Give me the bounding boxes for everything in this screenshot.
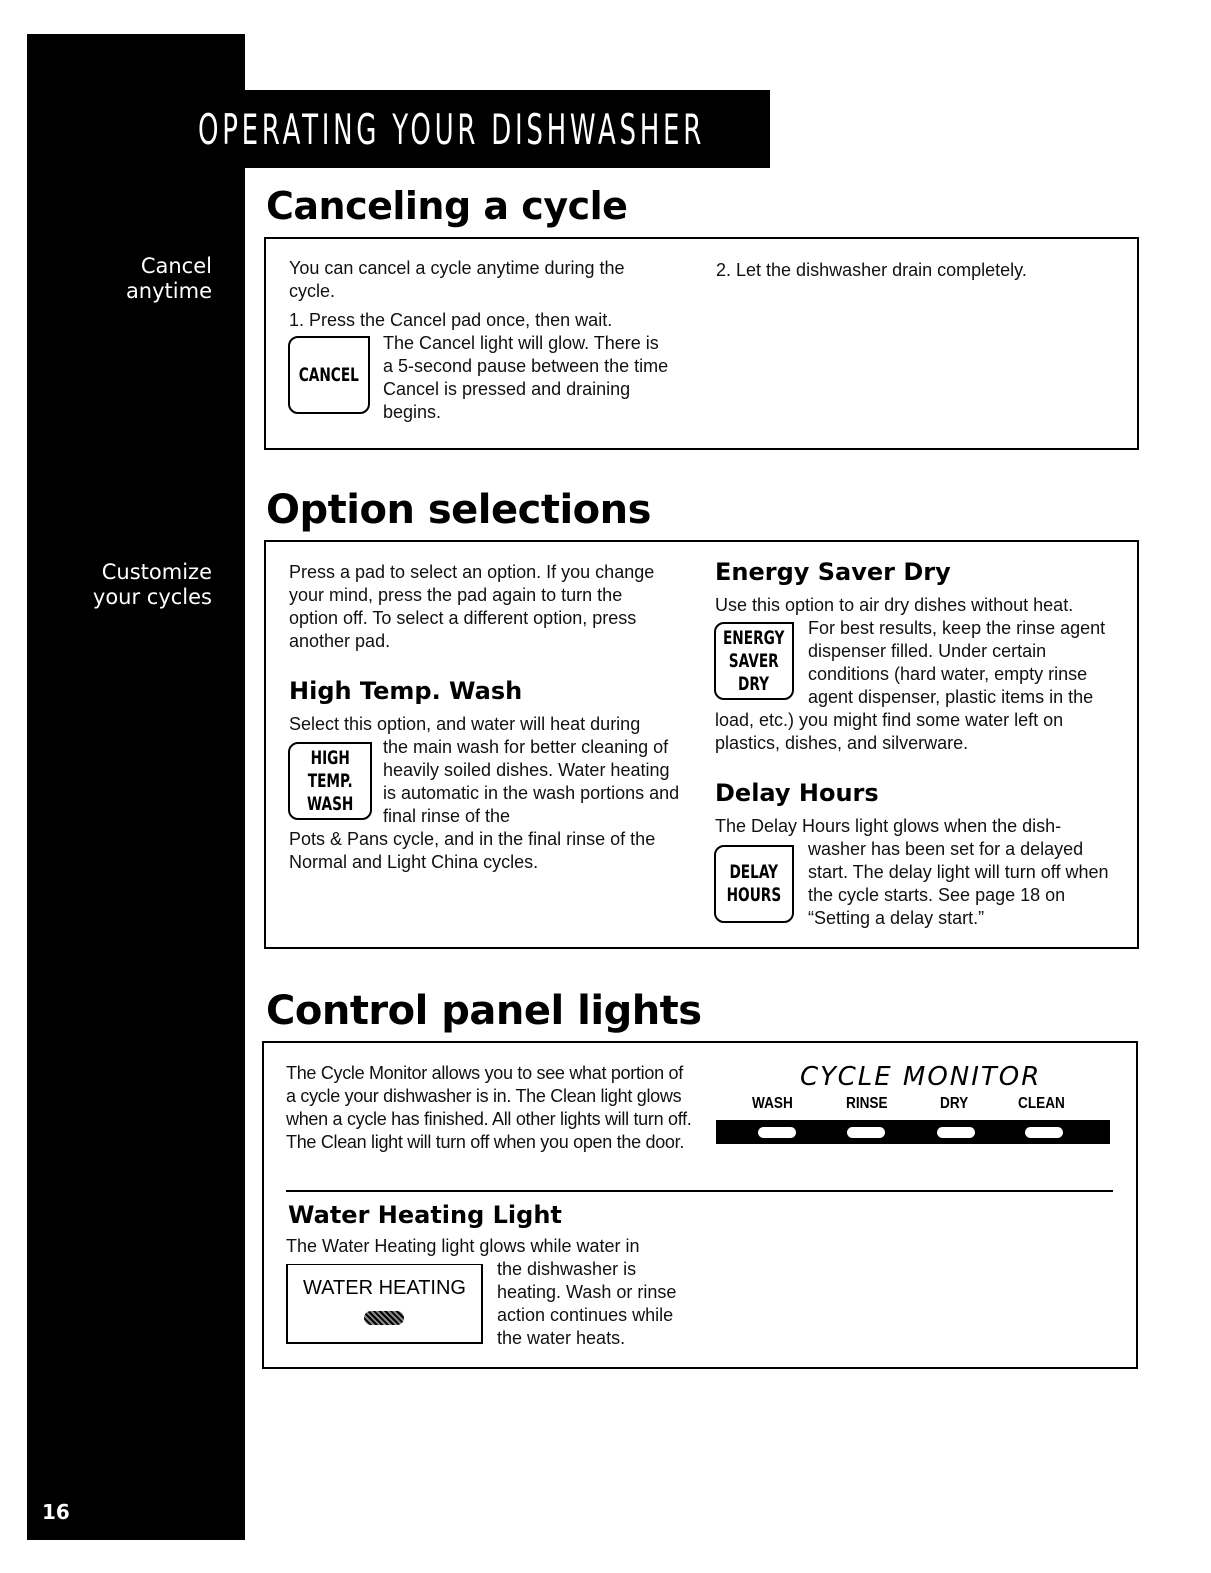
pad-label: WASH xyxy=(306,792,354,815)
energy-saver-wrap: For best results, keep the rinse agent dispenser filled. Under certain conditions (hard water, empty rinse agent dispenser, plastic items in the xyxy=(808,618,1106,707)
delay-hours-pad xyxy=(714,845,794,923)
cancel-intro: You can cancel a cycle anytime during the cycle. xyxy=(289,258,625,301)
energy-saver-tail: load, etc.) you might find some water left on plastics, dishes, and silverware. xyxy=(715,710,1064,753)
water-heating-lead: The Water Heating light glows while water in xyxy=(286,1236,640,1256)
sidebar-label-customize xyxy=(27,560,212,610)
page-number: 16 xyxy=(42,1500,70,1524)
cycle-monitor-label-wash: WASH xyxy=(752,1095,793,1112)
water-heating-title: Water Heating Light xyxy=(288,1201,562,1229)
delay-hours-title: Delay Hours xyxy=(715,779,879,807)
wash-light-icon xyxy=(758,1127,796,1138)
sidebar-label-line: Cancel xyxy=(140,254,212,278)
water-heating-indicator xyxy=(286,1264,483,1344)
sidebar-label-cancel xyxy=(27,254,212,304)
pad-label: SAVER xyxy=(729,649,779,672)
dry-light-icon xyxy=(937,1127,975,1138)
energy-saver-dry-pad xyxy=(714,622,794,700)
cancel-pad xyxy=(288,336,370,414)
pad-label: TEMP. xyxy=(307,769,353,792)
energy-saver-title: Energy Saver Dry xyxy=(715,558,951,586)
cancel-step1-detail: The Cancel light will glow. There is a 5-second pause between the time Cancel is pressed and draining begins. xyxy=(383,333,669,422)
water-heating-wrap: the dishwasher is heating. Wash or rinse action continues while the water heats. xyxy=(497,1259,677,1348)
energy-saver-lead: Use this option to air dry dishes without heat. xyxy=(715,595,1074,615)
pad-label: DRY xyxy=(738,672,770,695)
cycle-monitor-label-clean: CLEAN xyxy=(1018,1095,1065,1112)
pad-label: ENERGY xyxy=(723,626,785,649)
page-title: OPERATING YOUR DISHWASHER xyxy=(198,105,706,154)
high-temp-title: High Temp. Wash xyxy=(289,677,523,705)
clean-light-icon xyxy=(1025,1127,1063,1138)
delay-hours-lead: The Delay Hours light glows when the dish- xyxy=(715,816,1062,836)
pad-label: CANCEL xyxy=(298,363,360,386)
sidebar-label-line: anytime xyxy=(125,279,212,303)
water-heating-light-icon xyxy=(364,1311,404,1325)
high-temp-lead: Select this option, and water will heat during xyxy=(289,714,641,734)
cycle-monitor-bar xyxy=(716,1120,1110,1144)
cancel-step2: 2. Let the dishwasher drain completely. xyxy=(716,260,1027,280)
lights-intro: The Cycle Monitor allows you to see what portion of a cycle your dishwasher is in. The Clean light glows when a cycle has finished. All other lights will turn off. The Clean light will turn off when you open the door. xyxy=(286,1063,692,1152)
water-heating-indicator-label: WATER HEATING xyxy=(303,1277,466,1299)
delay-hours-wrap: washer has been set for a delayed start. The delay light will turn off when the cycle starts. See page 18 on “Setting a delay start.” xyxy=(808,839,1109,928)
rinse-light-icon xyxy=(847,1127,885,1138)
cancel-step1: 1. Press the Cancel pad once, then wait. xyxy=(289,310,613,330)
sidebar-label-line: your cycles xyxy=(92,585,212,609)
high-temp-tail: Pots & Pans cycle, and in the final rinse of the Normal and Light China cycles. xyxy=(289,829,656,872)
cycle-monitor-label-dry: DRY xyxy=(940,1095,969,1112)
section-divider xyxy=(286,1190,1113,1192)
options-heading: Option selections xyxy=(266,487,651,533)
cancel-heading: Canceling a cycle xyxy=(266,184,628,228)
pad-label: DELAY xyxy=(729,861,779,883)
pad-label: HIGH xyxy=(310,746,350,769)
pad-label: HOURS xyxy=(726,884,782,906)
high-temp-wrap: the main wash for better cleaning of heavily soiled dishes. Water heating is automatic in the wash portions and final rinse of the xyxy=(383,737,680,826)
cycle-monitor-title: CYCLE MONITOR xyxy=(800,1062,1042,1092)
cycle-monitor-label-rinse: RINSE xyxy=(846,1095,888,1112)
options-intro: Press a pad to select an option. If you change your mind, press the pad again to turn the option off. To select a different option, press another pad. xyxy=(289,562,655,651)
high-temp-wash-pad xyxy=(288,742,372,820)
lights-heading: Control panel lights xyxy=(266,988,702,1034)
sidebar-label-line: Customize xyxy=(101,560,212,584)
